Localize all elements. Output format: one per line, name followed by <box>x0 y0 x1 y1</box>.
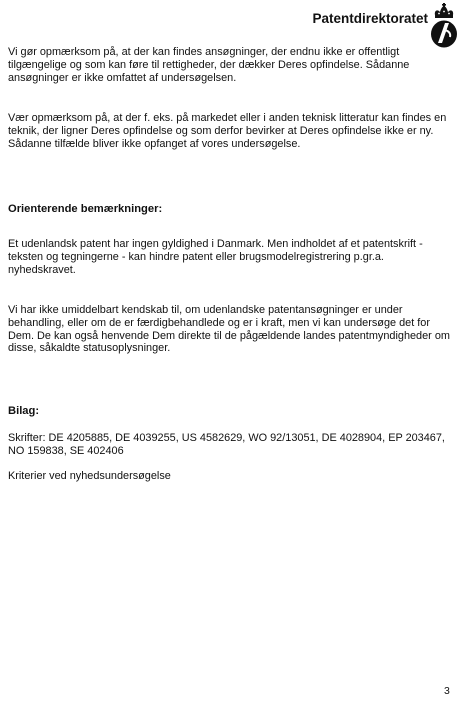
attachments-criteria: Kriterier ved nyhedsundersøgelse <box>8 470 171 482</box>
attachments-references: Skrifter: DE 4205885, DE 4039255, US 4582629, WO 92/13051, DE 4028904, EP 203467, NO 159838, SE 402406 <box>8 432 445 457</box>
orienting-remarks-heading: Orienterende bemærkninger: <box>8 203 163 215</box>
header-title: Patentdirektoratet <box>312 11 428 26</box>
page-number: 3 <box>444 685 450 697</box>
orienting-paragraph-foreign-patent: Et udenlandsk patent har ingen gyldighed i Danmark. Men indholdet af et patentskrift - teksten og tegningerne - kan hindre patent eller brugsmodelregistrering p.gr.a. nyhedskravet. <box>8 238 423 276</box>
crown-emblem-logo <box>429 3 459 49</box>
notice-paragraph-pending-applications: Vi gør opmærksom på, at der kan findes ansøgninger, der endnu ikke er offentligt tilgængelige og som kan føre til rettigheder, der dækker Deres opfindelse. Sådanne ansøgninger er ikke omfattet af undersøgelsen. <box>8 46 410 84</box>
attachments-heading: Bilag: <box>8 405 40 417</box>
orienting-paragraph-status-info: Vi har ikke umiddelbart kendskab til, om udenlandske patentansøgninger er under behandling, eller om de er færdigbehandlede og er i kraft, men vi kan undersøge det for Dem. De kan også henvende Dem direkte til de pågældende landes patentmyndigheder om disse, såkaldte statusoplysninger. <box>8 304 450 355</box>
notice-paragraph-prior-art: Vær opmærksom på, at der f. eks. på markedet eller i anden teknisk litteratur kan findes en teknik, der ligner Deres opfindelse og som derfor bevirker at Deres opfindelse ikke er ny. Sådanne tilfælde bliver ikke opfanget af vores undersøgelse. <box>8 112 447 150</box>
